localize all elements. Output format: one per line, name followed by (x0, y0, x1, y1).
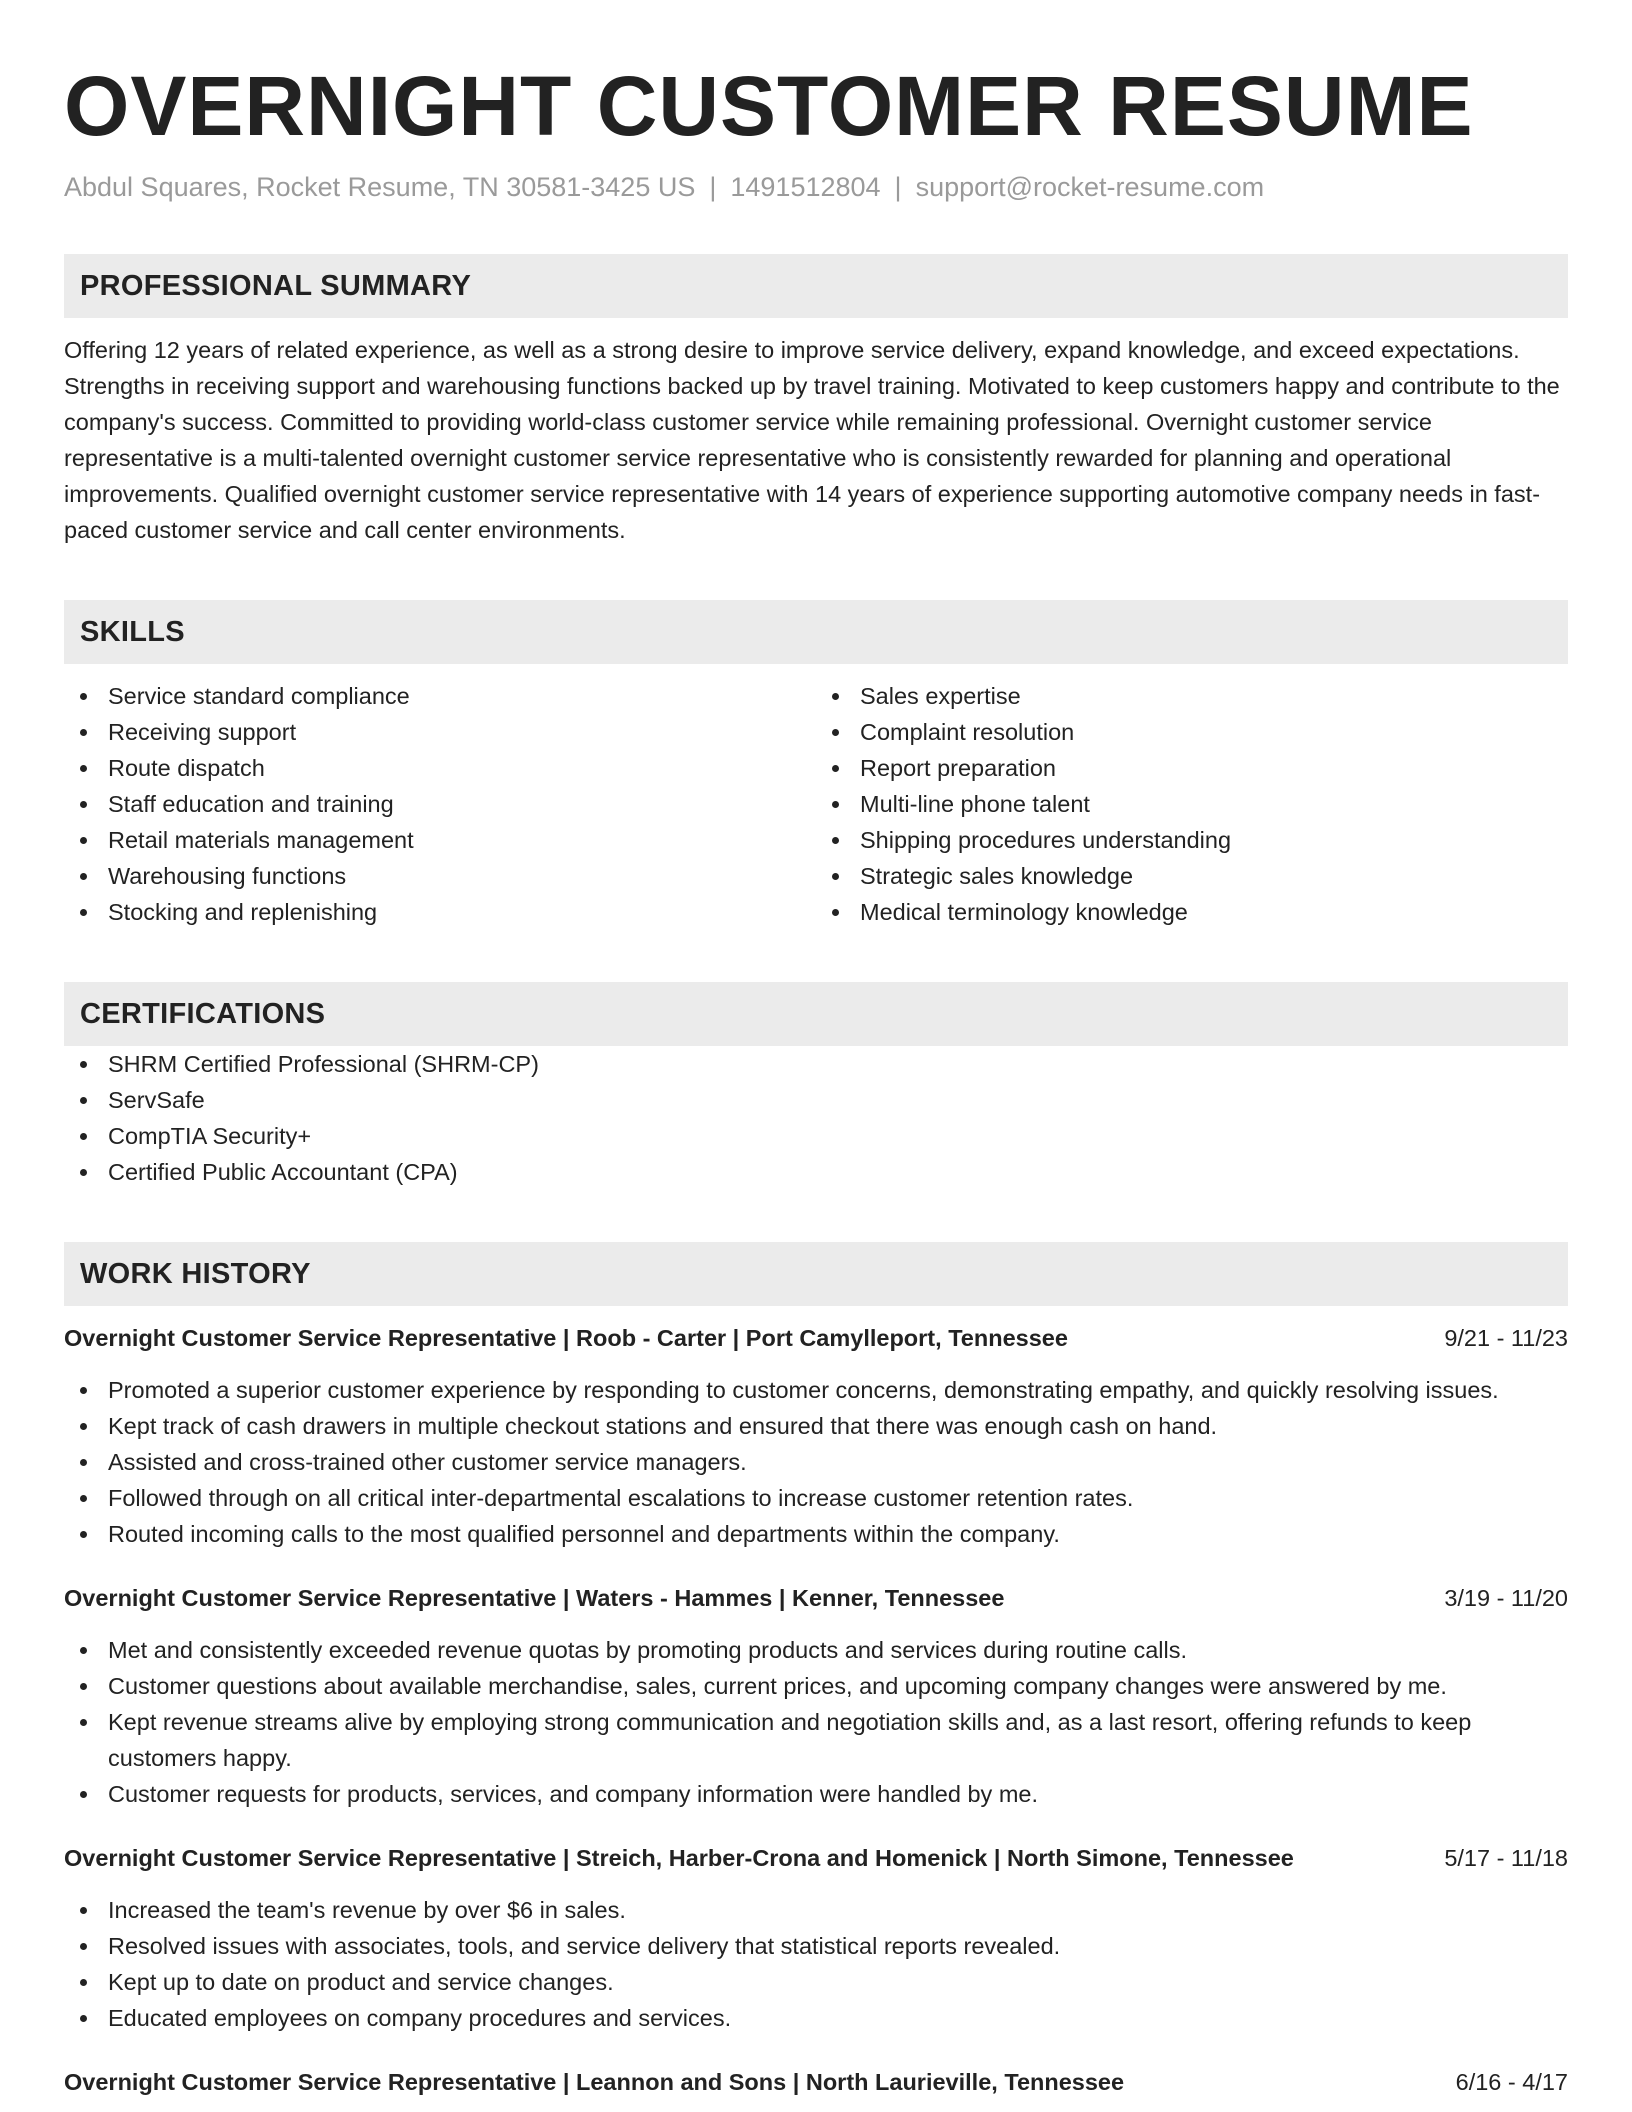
skill-item: Medical terminology knowledge (816, 894, 1568, 930)
job-duty-item: Increased the team's revenue by over $6 in sales. (64, 1892, 1568, 1928)
job-duty-item: Met and consistently exceeded revenue quotas by promoting products and services during routine calls. (64, 1632, 1568, 1668)
job-dates: 9/21 - 11/23 (1444, 1325, 1568, 1351)
job-duty-item: Educated employees on company procedures and services. (64, 2000, 1568, 2036)
contact-address: Abdul Squares, Rocket Resume, TN 30581-3425 US (64, 172, 696, 202)
skill-item: Service standard compliance (64, 678, 816, 714)
job-title: Overnight Customer Service Representative | Leannon and Sons | North Laurieville, Tennessee (64, 2069, 1125, 2095)
job-dates: 5/17 - 11/18 (1444, 1845, 1568, 1871)
skill-item: Receiving support (64, 714, 816, 750)
job-duty-item: Customer requests for products, services, and company information were handled by me. (64, 1776, 1568, 1812)
skill-item: Complaint resolution (816, 714, 1568, 750)
job-entry (64, 1320, 1568, 1552)
job-duty-item: Followed through on all critical inter-departmental escalations to increase customer retention rates. (64, 1480, 1568, 1516)
section-heading-skills: SKILLS (64, 600, 1568, 664)
job-duty-item: Kept revenue streams alive by employing strong communication and negotiation skills and, as a last resort, offering refunds to keep customers happy. (64, 1704, 1568, 1776)
job-duties-list (64, 1632, 1568, 1812)
skill-item: Staff education and training (64, 786, 816, 822)
job-header (64, 1840, 1568, 1876)
skills-section (64, 600, 1568, 930)
resume-title: OVERNIGHT CUSTOMER RESUME (64, 59, 1474, 153)
certifications-list (64, 1046, 1568, 1190)
section-heading-certifications: CERTIFICATIONS (64, 982, 1568, 1046)
skill-item: Stocking and replenishing (64, 894, 816, 930)
work-history-section (64, 1242, 1568, 2100)
job-duties-list (64, 1892, 1568, 2036)
contact-separator: | (894, 172, 902, 202)
job-duty-item: Routed incoming calls to the most qualified personnel and departments within the company. (64, 1516, 1568, 1552)
skills-columns (64, 678, 1568, 930)
certification-item: CompTIA Security+ (64, 1118, 1568, 1154)
certification-item: ServSafe (64, 1082, 1568, 1118)
contact-separator: | (709, 172, 717, 202)
certifications-section (64, 982, 1568, 1190)
job-entry (64, 1840, 1568, 2036)
certification-item: Certified Public Accountant (CPA) (64, 1154, 1568, 1190)
job-title: Overnight Customer Service Representative | Streich, Harber-Crona and Homenick | North Simone, Tennessee (64, 1845, 1294, 1871)
job-header (64, 2064, 1568, 2100)
contact-line (64, 170, 1568, 204)
section-heading-summary: PROFESSIONAL SUMMARY (64, 254, 1568, 318)
section-heading-work-history: WORK HISTORY (64, 1242, 1568, 1306)
job-header (64, 1580, 1568, 1616)
job-duties-list (64, 1372, 1568, 1552)
job-entry (64, 2064, 1568, 2100)
job-dates: 6/16 - 4/17 (1455, 2069, 1568, 2095)
certification-item: SHRM Certified Professional (SHRM-CP) (64, 1046, 1568, 1082)
skill-item: Strategic sales knowledge (816, 858, 1568, 894)
skill-item: Sales expertise (816, 678, 1568, 714)
contact-phone: 1491512804 (730, 172, 881, 202)
skills-list-left (64, 678, 816, 930)
skill-item: Shipping procedures understanding (816, 822, 1568, 858)
contact-email: support@rocket-resume.com (915, 172, 1265, 202)
job-duty-item: Customer questions about available merchandise, sales, current prices, and upcoming company changes were answered by me. (64, 1668, 1568, 1704)
job-entry (64, 1580, 1568, 1812)
skill-item: Retail materials management (64, 822, 816, 858)
job-title: Overnight Customer Service Representative | Waters - Hammes | Kenner, Tennessee (64, 1585, 1005, 1611)
job-dates: 3/19 - 11/20 (1444, 1585, 1568, 1611)
summary-text: Offering 12 years of related experience, as well as a strong desire to improve service delivery, expand knowledge, and exceed expectations. Strengths in receiving support and warehousing functions backed up by travel training. Motivated to keep customers happy and contribute to the company's success. Committed to providing world-class customer service while remaining professional. Overnight customer service representative is a multi-talented overnight customer service representative who is consistently rewarded for planning and operational improvements. Qualified overnight customer service representative with 14 years of experience supporting automotive company needs in fast-paced customer service and call center environments. (64, 337, 1560, 543)
skills-list-right (816, 678, 1568, 930)
job-duty-item: Assisted and cross-trained other customer service managers. (64, 1444, 1568, 1480)
summary-section (64, 254, 1568, 548)
job-duty-item: Kept up to date on product and service changes. (64, 1964, 1568, 2000)
skill-item: Warehousing functions (64, 858, 816, 894)
skill-item: Report preparation (816, 750, 1568, 786)
job-header (64, 1320, 1568, 1356)
job-duty-item: Kept track of cash drawers in multiple checkout stations and ensured that there was enough cash on hand. (64, 1408, 1568, 1444)
skill-item: Route dispatch (64, 750, 816, 786)
skill-item: Multi-line phone talent (816, 786, 1568, 822)
job-title: Overnight Customer Service Representative | Roob - Carter | Port Camylleport, Tennessee (64, 1325, 1068, 1351)
job-duty-item: Promoted a superior customer experience by responding to customer concerns, demonstrating empathy, and quickly resolving issues. (64, 1372, 1568, 1408)
job-duty-item: Resolved issues with associates, tools, and service delivery that statistical reports revealed. (64, 1928, 1568, 1964)
